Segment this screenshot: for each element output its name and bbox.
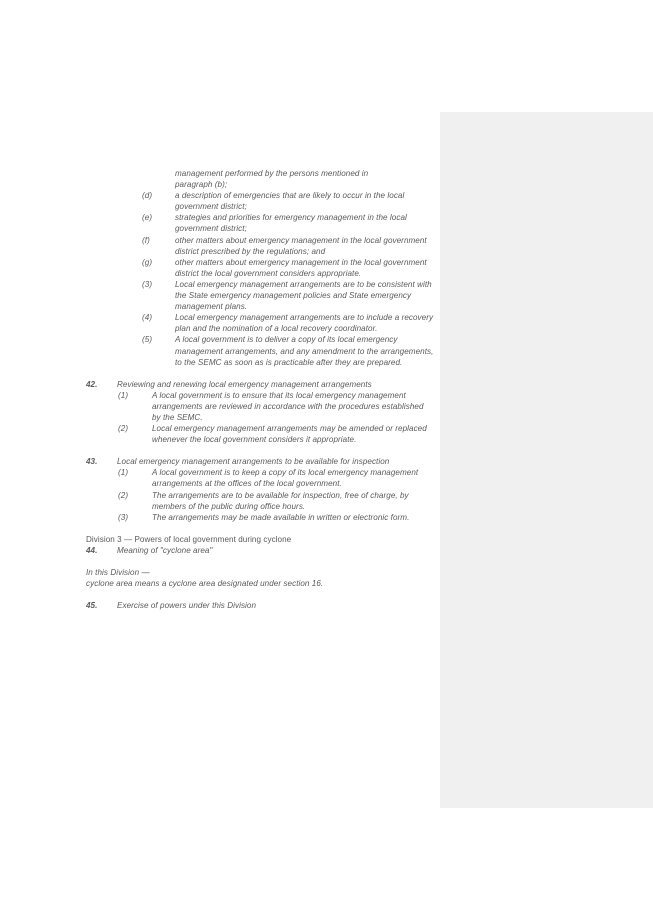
- section-45-title: Exercise of powers under this Division: [117, 601, 257, 611]
- definition-intro: In this Division —: [86, 568, 150, 577]
- section-42-item-2: [86, 423, 434, 445]
- division-3-heading: Division 3 — Powers of local government during cyclone: [86, 534, 292, 544]
- section-45-heading: [86, 600, 434, 611]
- paragraph-item-g-marker: (g): [142, 257, 153, 267]
- subsection-4-text: Local emergency management arrangements are to include a recovery plan and the nomination of a local recovery coordinator.: [175, 313, 434, 334]
- paragraph-item-d-marker: (d): [142, 191, 153, 201]
- subsection-4: [86, 312, 434, 334]
- section-44-heading: [86, 545, 434, 556]
- section-43-number: 43.: [86, 457, 98, 467]
- subsection-5-text: A local government is to deliver a copy of its local emergency management arrangements, and any amendment to the arrangements, to the SEMC as soon as is practicable after they are prepared.: [175, 335, 434, 367]
- section-42-item-1: [86, 390, 434, 423]
- continuation-line-1: management performed by the persons mentioned in: [175, 169, 369, 178]
- paragraph-item-d-text: a description of emergencies that are likely to occur in the local government district;: [175, 191, 405, 212]
- paragraph-item-e-text: strategies and priorities for emergency management in the local government district;: [175, 213, 407, 234]
- section-43-item-1-marker: (1): [118, 468, 129, 478]
- subsection-5-marker: (5): [142, 335, 153, 345]
- paragraph-item-e: [86, 212, 434, 234]
- section-43-item-2-text: The arrangements are to be available for inspection, free of charge, by members of the public during office hours.: [152, 490, 409, 511]
- right-grey-panel: [440, 112, 653, 808]
- subsection-3: [86, 279, 434, 312]
- spacer: [86, 589, 434, 600]
- section-44-title: Meaning of "cyclone area": [117, 545, 213, 555]
- section-43-item-3-text: The arrangements may be made available in written or electronic form.: [152, 512, 410, 522]
- paragraph-item-d: [86, 190, 434, 212]
- section-43-item-1: [86, 467, 434, 489]
- section-42-item-2-text: Local emergency management arrangements may be amended or replaced whenever the local government considers it appropriate.: [152, 424, 427, 445]
- section-45-number: 45.: [86, 601, 98, 611]
- section-43-item-3: [86, 512, 434, 523]
- section-42-title: Reviewing and renewing local emergency management arrangements: [117, 379, 372, 389]
- continuation-line-2: paragraph (b);: [175, 180, 228, 190]
- definition-body: cyclone area means a cyclone area designated under section 16.: [86, 579, 324, 589]
- section-43-item-2-marker: (2): [118, 490, 129, 500]
- paragraph-item-f-marker: (f): [142, 235, 150, 245]
- section-43-item-3-marker: (3): [118, 512, 129, 522]
- paragraph-item-f: [86, 235, 434, 257]
- section-42-number: 42.: [86, 379, 98, 389]
- subsection-4-marker: (4): [142, 313, 153, 323]
- section-43-item-2: [86, 490, 434, 512]
- section-42-item-2-marker: (2): [118, 424, 129, 434]
- document-text-body: [86, 168, 434, 611]
- paragraph-item-e-marker: (e): [142, 213, 153, 223]
- paragraph-item-g-text: other matters about emergency management in the local government district the local government considers appropriate.: [175, 257, 427, 278]
- paragraph-item-f-text: other matters about emergency management in the local government district prescribed by the regulations; and: [175, 235, 427, 256]
- section-43-item-1-text: A local government is to keep a copy of its local emergency management arrangements at the offices of the local government.: [152, 468, 419, 489]
- section-43-heading: [86, 456, 434, 467]
- subsection-3-marker: (3): [142, 279, 153, 289]
- section-44-number: 44.: [86, 545, 98, 555]
- subsection-3-text: Local emergency management arrangements are to be consistent with the State emergency management policies and State emergency management plans.: [175, 279, 432, 312]
- subsection-5: [86, 334, 434, 367]
- section-43-title: Local emergency management arrangements to be available for inspection: [117, 457, 390, 467]
- paragraph-item-g: [86, 257, 434, 279]
- section-42-item-1-marker: (1): [118, 390, 129, 400]
- section-42-item-1-text: A local government is to ensure that its local emergency management arrangements are reviewed in accordance with the procedures established by the SEMC.: [152, 390, 424, 422]
- section-42-heading: [86, 379, 434, 390]
